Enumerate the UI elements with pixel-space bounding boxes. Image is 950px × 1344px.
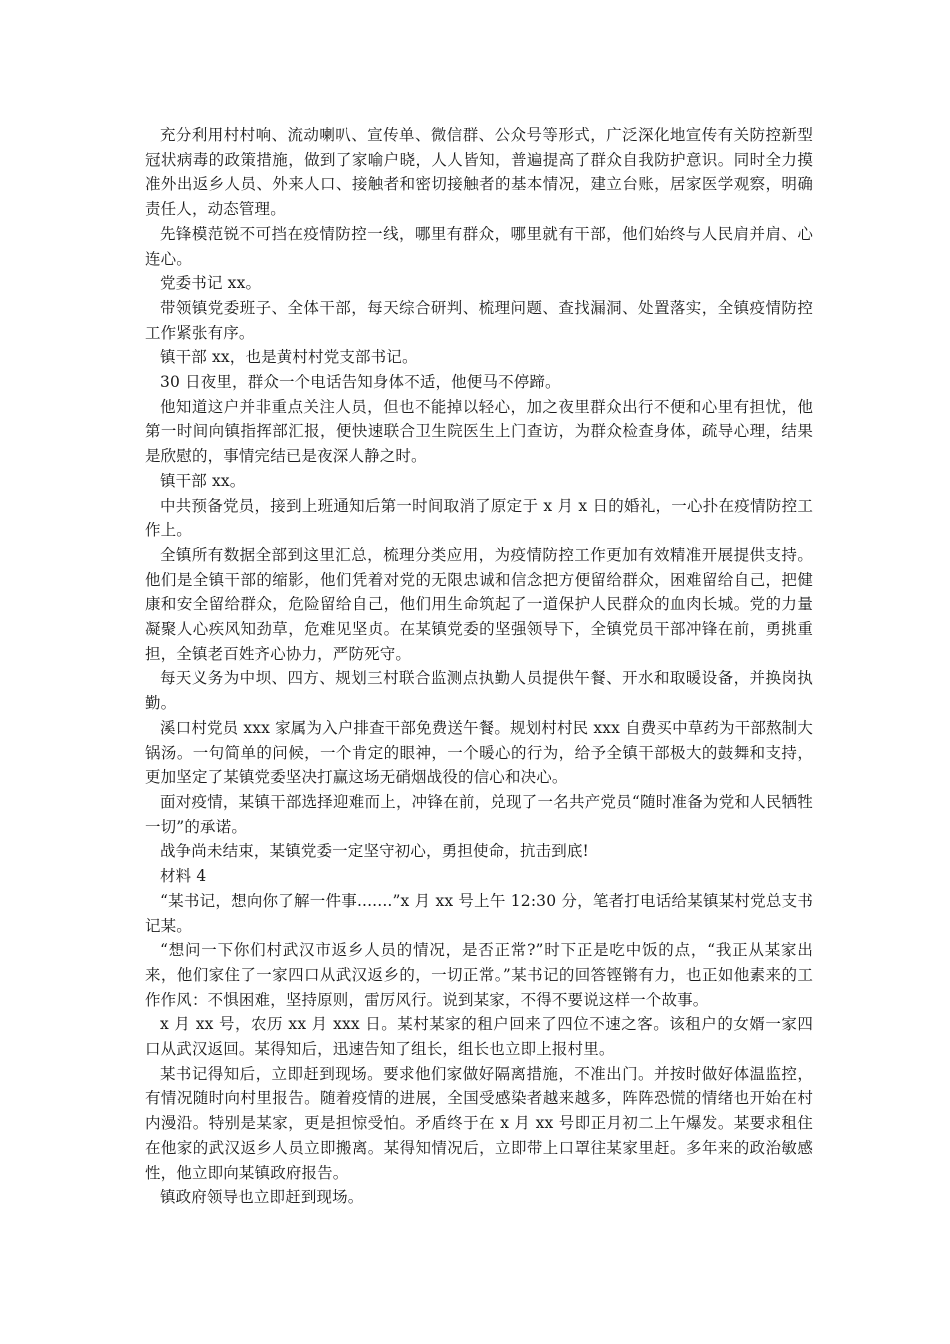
paragraph: 镇干部 xx，也是黄村村党支部书记。 bbox=[160, 348, 418, 367]
paragraph: 战争尚未结束，某镇党委一定坚守初心，勇担使命，抗击到底! bbox=[160, 842, 589, 861]
paragraph: 每天义务为中坝、四方、规划三村联合监测点执勤人员提供午餐、开水和取暖设备，并换岗执勤。 bbox=[145, 669, 813, 713]
paragraph: 30 日夜里，群众一个电话告知身体不适，他便马不停蹄。 bbox=[160, 373, 561, 392]
paragraph: 镇干部 xx。 bbox=[160, 471, 246, 490]
paragraph: 某书记得知后，立即赶到现场。要求他们家做好隔离措施，不准出门。并按时做好体温监控，有情况随时向村里报告。随着疫情的进展，全国受感染者越来越多，阵阵恐慌的情绪也开始在村内漫沿。特别是某家，更是担惊受怕。矛盾终于在 x 月 xx 号即正月初二上午爆发。某要求租住在他家的武汉返乡人员立即搬离。某得知情况后，立即带上口罩往某家里赶。多年来的政治敏感性，他立即向某镇政府报告。 bbox=[145, 1064, 813, 1182]
paragraph: 先锋模范锐不可挡在疫情防控一线，哪里有群众，哪里就有干部，他们始终与人民肩并肩、心连心。 bbox=[145, 224, 813, 268]
document-body bbox=[145, 123, 813, 1210]
paragraph: x 月 xx 号，农历 xx 月 xxx 日。某村某家的租户回来了四位不速之客。该租户的女婿一家四口从武汉返回。某得知后，迅速告知了组长，组长也立即上报村里。 bbox=[145, 1015, 813, 1059]
paragraph: 充分利用村村响、流动喇叭、宣传单、微信群、公众号等形式，广泛深化地宣传有关防控新型冠状病毒的政策措施，做到了家喻户晓，人人皆知，普遍提高了群众自我防护意识。同时全力摸准外出返乡人员、外来人口、接触者和密切接触者的基本情况，建立台账，居家医学观察，明确责任人，动态管理。 bbox=[145, 126, 813, 219]
paragraph: 带领镇党委班子、全体干部，每天综合研判、梳理问题、查找漏洞、处置落实，全镇疫情防控工作紧张有序。 bbox=[145, 298, 813, 342]
paragraph: “某书记，想向你了解一件事.......”x 月 xx 号上午 12:30 分，笔者打电话给某镇某村党总支书记某。 bbox=[145, 891, 813, 935]
paragraph: 中共预备党员，接到上班通知后第一时间取消了原定于 x 月 x 日的婚礼，一心扑在疫情防控工作上。 bbox=[145, 496, 813, 540]
paragraph: 面对疫情，某镇干部选择迎难而上，冲锋在前，兑现了一名共产党员“随时准备为党和人民牺牲一切”的承诺。 bbox=[145, 792, 813, 836]
paragraph: 党委书记 xx。 bbox=[160, 274, 262, 293]
paragraph: 他知道这户并非重点关注人员，但也不能掉以轻心，加之夜里群众出行不便和心里有担忧，他第一时间向镇指挥部汇报，便快速联合卫生院医生上门查访，为群众检查身体，疏导心理，结果是欣慰的，事情完结已是夜深人静之时。 bbox=[145, 397, 813, 466]
paragraph: 溪口村党员 xxx 家属为入户排查干部免费送午餐。规划村村民 xxx 自费买中草药为干部熬制大锅汤。一句简单的问候，一个肯定的眼神，一个暖心的行为，给予全镇干部极大的鼓舞和支持，更加坚定了某镇党委坚决打赢这场无硝烟战役的信心和决心。 bbox=[145, 718, 813, 787]
section-heading: 材料 4 bbox=[160, 867, 207, 886]
paragraph: 镇政府领导也立即赶到现场。 bbox=[160, 1188, 364, 1207]
paragraph: 全镇所有数据全部到这里汇总，梳理分类应用，为疫情防控工作更加有效精准开展提供支持。他们是全镇干部的缩影，他们凭着对党的无限忠诚和信念把方便留给群众，困难留给自己，把健康和安全留给群众，危险留给自己，他们用生命筑起了一道保护人民群众的血肉长城。党的力量凝聚人心疾风知劲草，危难见坚贞。在某镇党委的坚强领导下，全镇党员干部冲锋在前，勇挑重担，全镇老百姓齐心协力，严防死守。 bbox=[145, 545, 813, 663]
paragraph: “想问一下你们村武汉市返乡人员的情况，是否正常?”时下正是吃中饭的点，“我正从某家出来，他们家住了一家四口从武汉返乡的，一切正常。”某书记的回答铿锵有力，也正如他素来的工作作风：不惧困难，坚持原则，雷厉风行。说到某家，不得不要说这样一个故事。 bbox=[145, 941, 813, 1009]
